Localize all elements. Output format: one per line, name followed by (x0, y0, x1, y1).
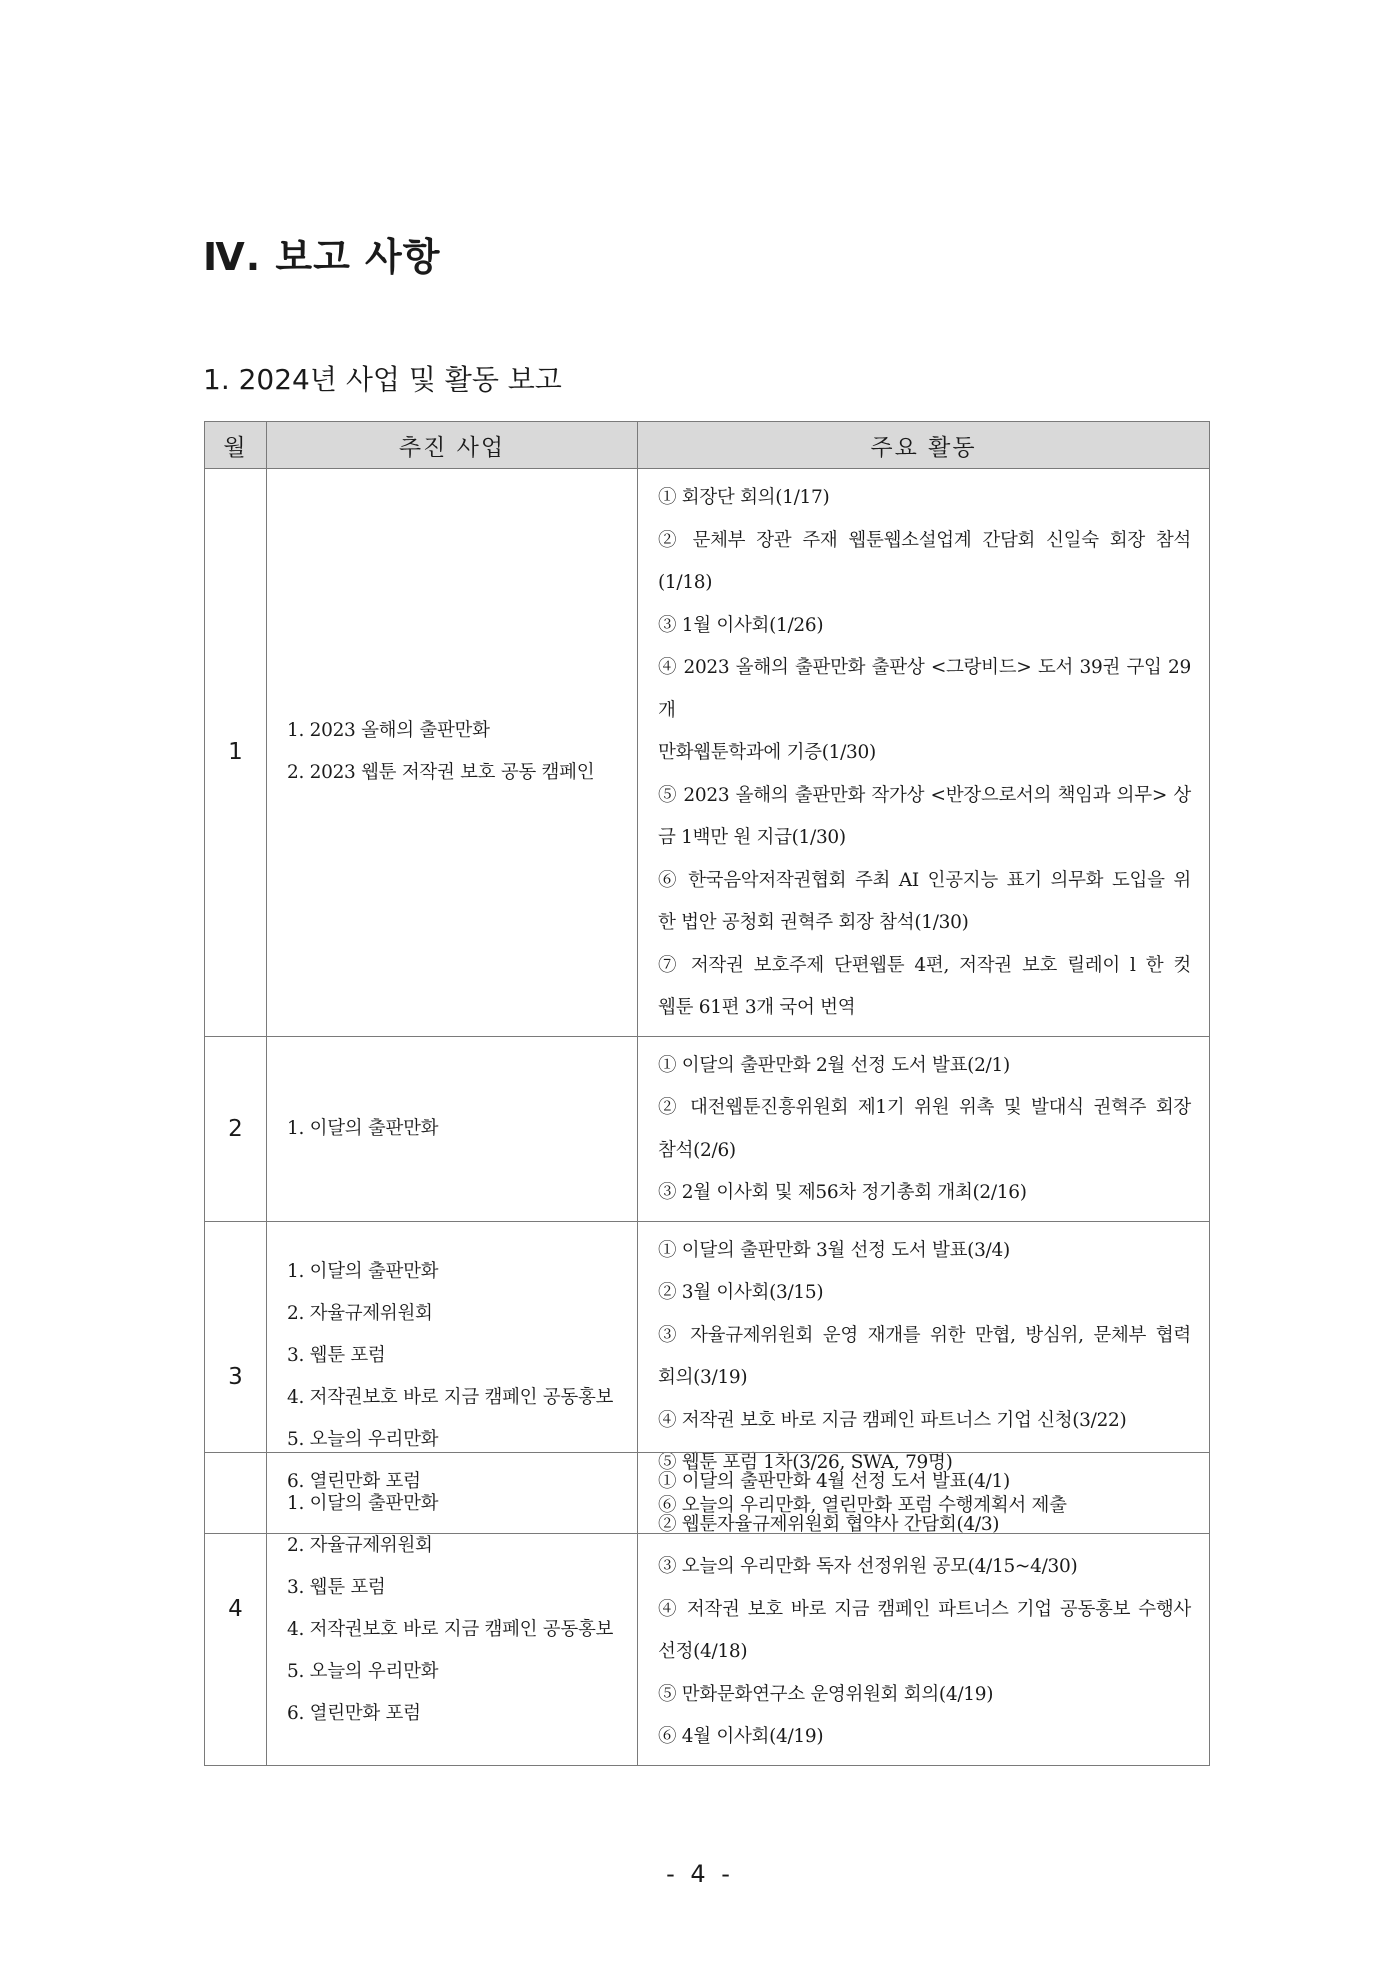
activity-item: ④ 저작권 보호 바로 지금 캠페인 파트너스 기업 신청(3/22) (658, 1409, 1127, 1431)
report-table-continued (204, 1452, 1210, 1766)
activity-item: ⑥ 오늘의 우리만화, 열린만화 포럼 수행계획서 제출 (658, 1494, 1067, 1516)
project-item: 2. 자율규제위원회 (287, 1303, 433, 1325)
project-item: 2. 2023 웹툰 저작권 보호 공동 캠페인 (287, 762, 595, 784)
activity-item: ② 3월 이사회(3/15) (658, 1282, 824, 1303)
table-row (205, 1453, 1210, 1766)
activity-item: 만화웹툰학과에 기증(1/30) (658, 742, 876, 763)
activity-item: ① 이달의 출판만화 4월 선정 도서 발표(4/1) (658, 1471, 1010, 1492)
activity-item: ⑦ 저작권 보호주제 단편웹툰 4편, 저작권 보호 릴레이 l 한 컷 (658, 954, 1191, 976)
project-item: 5. 오늘의 우리만화 (287, 1429, 439, 1451)
activity-item: ② 대전웹툰진흥위원회 제1기 위원 위촉 및 발대식 권혁주 회장 (658, 1097, 1191, 1118)
activity-item: ③ 2월 이사회 및 제56차 정기총회 개최(2/16) (658, 1182, 1027, 1203)
project-item: 1. 이달의 출판만화 (287, 1117, 439, 1139)
project-cell (267, 1036, 638, 1221)
month-cell: 4 (205, 1453, 267, 1766)
activity-item: ② 문체부 장관 주재 웹툰웹소설업계 간담회 신일숙 회장 참석(1/18) (658, 529, 1191, 593)
activity-cell (638, 1453, 1210, 1766)
activity-item: 금 1백만 원 지급(1/30) (658, 827, 846, 848)
project-item: 4. 저작권보호 바로 지금 캠페인 공동홍보 (287, 1387, 614, 1409)
activity-item: ④ 저작권 보호 바로 지금 캠페인 파트너스 기업 공동홍보 수행사 (658, 1598, 1191, 1620)
project-item: 1. 이달의 출판만화 (287, 1261, 439, 1283)
activity-item: ① 회장단 회의(1/17) (658, 487, 830, 508)
activity-item: ⑤ 웹툰 포럼 1차(3/26, SWA, 79명) (658, 1452, 953, 1473)
subsection-title: 1. 2024년 사업 및 활동 보고 (203, 363, 562, 396)
activity-item: 회의(3/19) (658, 1367, 748, 1388)
project-cell (267, 1453, 638, 1766)
activity-item: ② 웹툰자율규제위원회 협약사 간담회(4/3) (658, 1513, 1000, 1535)
activity-cell (638, 469, 1210, 1037)
page-number: - 4 - (666, 1860, 734, 1888)
project-item: 5. 오늘의 우리만화 (287, 1660, 439, 1682)
activity-item: ⑤ 만화문화연구소 운영위원회 회의(4/19) (658, 1683, 994, 1705)
activity-item: ③ 자율규제위원회 운영 재개를 위한 만협, 방심위, 문체부 협력 (658, 1324, 1191, 1346)
project-item: 1. 이달의 출판만화 (287, 1492, 439, 1514)
header-month: 월 (205, 422, 267, 469)
header-project: 추진 사업 (267, 422, 638, 469)
table-header-row (205, 422, 1210, 469)
header-activity: 주요 활동 (638, 422, 1210, 469)
report-table (204, 421, 1210, 1534)
activity-item: ④ 2023 올해의 출판만화 출판상 <그랑비드> 도서 39권 구입 29개 (658, 657, 1191, 721)
project-item: 3. 웹툰 포럼 (287, 1576, 386, 1598)
activity-item: ⑥ 4월 이사회(4/19) (658, 1726, 824, 1747)
activity-item: 참석(2/6) (658, 1139, 736, 1161)
project-item: 4. 저작권보호 바로 지금 캠페인 공동홍보 (287, 1618, 614, 1640)
activity-item: ③ 오늘의 우리만화 독자 선정위원 공모(4/15~4/30) (658, 1556, 1078, 1577)
month-cell: 3 (205, 1221, 267, 1534)
project-item: 3. 웹툰 포럼 (287, 1345, 386, 1367)
project-item: 6. 열린만화 포럼 (287, 1471, 421, 1493)
project-item: 2. 자율규제위원회 (287, 1534, 433, 1556)
table-row (205, 1036, 1210, 1221)
project-item: 1. 2023 올해의 출판만화 (287, 720, 490, 742)
project-cell (267, 469, 638, 1037)
month-cell: 2 (205, 1036, 267, 1221)
activity-item: ⑤ 2023 올해의 출판만화 작가상 <반장으로서의 책임과 의무> 상 (658, 784, 1191, 806)
activity-cell (638, 1036, 1210, 1221)
activity-item: 한 법안 공청회 권혁주 회장 참석(1/30) (658, 912, 969, 933)
project-item: 6. 열린만화 포럼 (287, 1702, 421, 1724)
month-cell: 1 (205, 469, 267, 1037)
section-title: Ⅳ. 보고 사항 (203, 235, 441, 279)
table-row (205, 469, 1210, 1037)
activity-item: ③ 1월 이사회(1/26) (658, 614, 824, 636)
activity-item: ① 이달의 출판만화 3월 선정 도서 발표(3/4) (658, 1239, 1010, 1261)
activity-item: 웹툰 61편 3개 국어 번역 (658, 997, 856, 1018)
activity-item: 선정(4/18) (658, 1641, 748, 1662)
activity-item: ① 이달의 출판만화 2월 선정 도서 발표(2/1) (658, 1054, 1010, 1076)
activity-item: ⑥ 한국음악저작권협회 주최 AI 인공지능 표기 의무화 도입을 위 (658, 869, 1191, 891)
